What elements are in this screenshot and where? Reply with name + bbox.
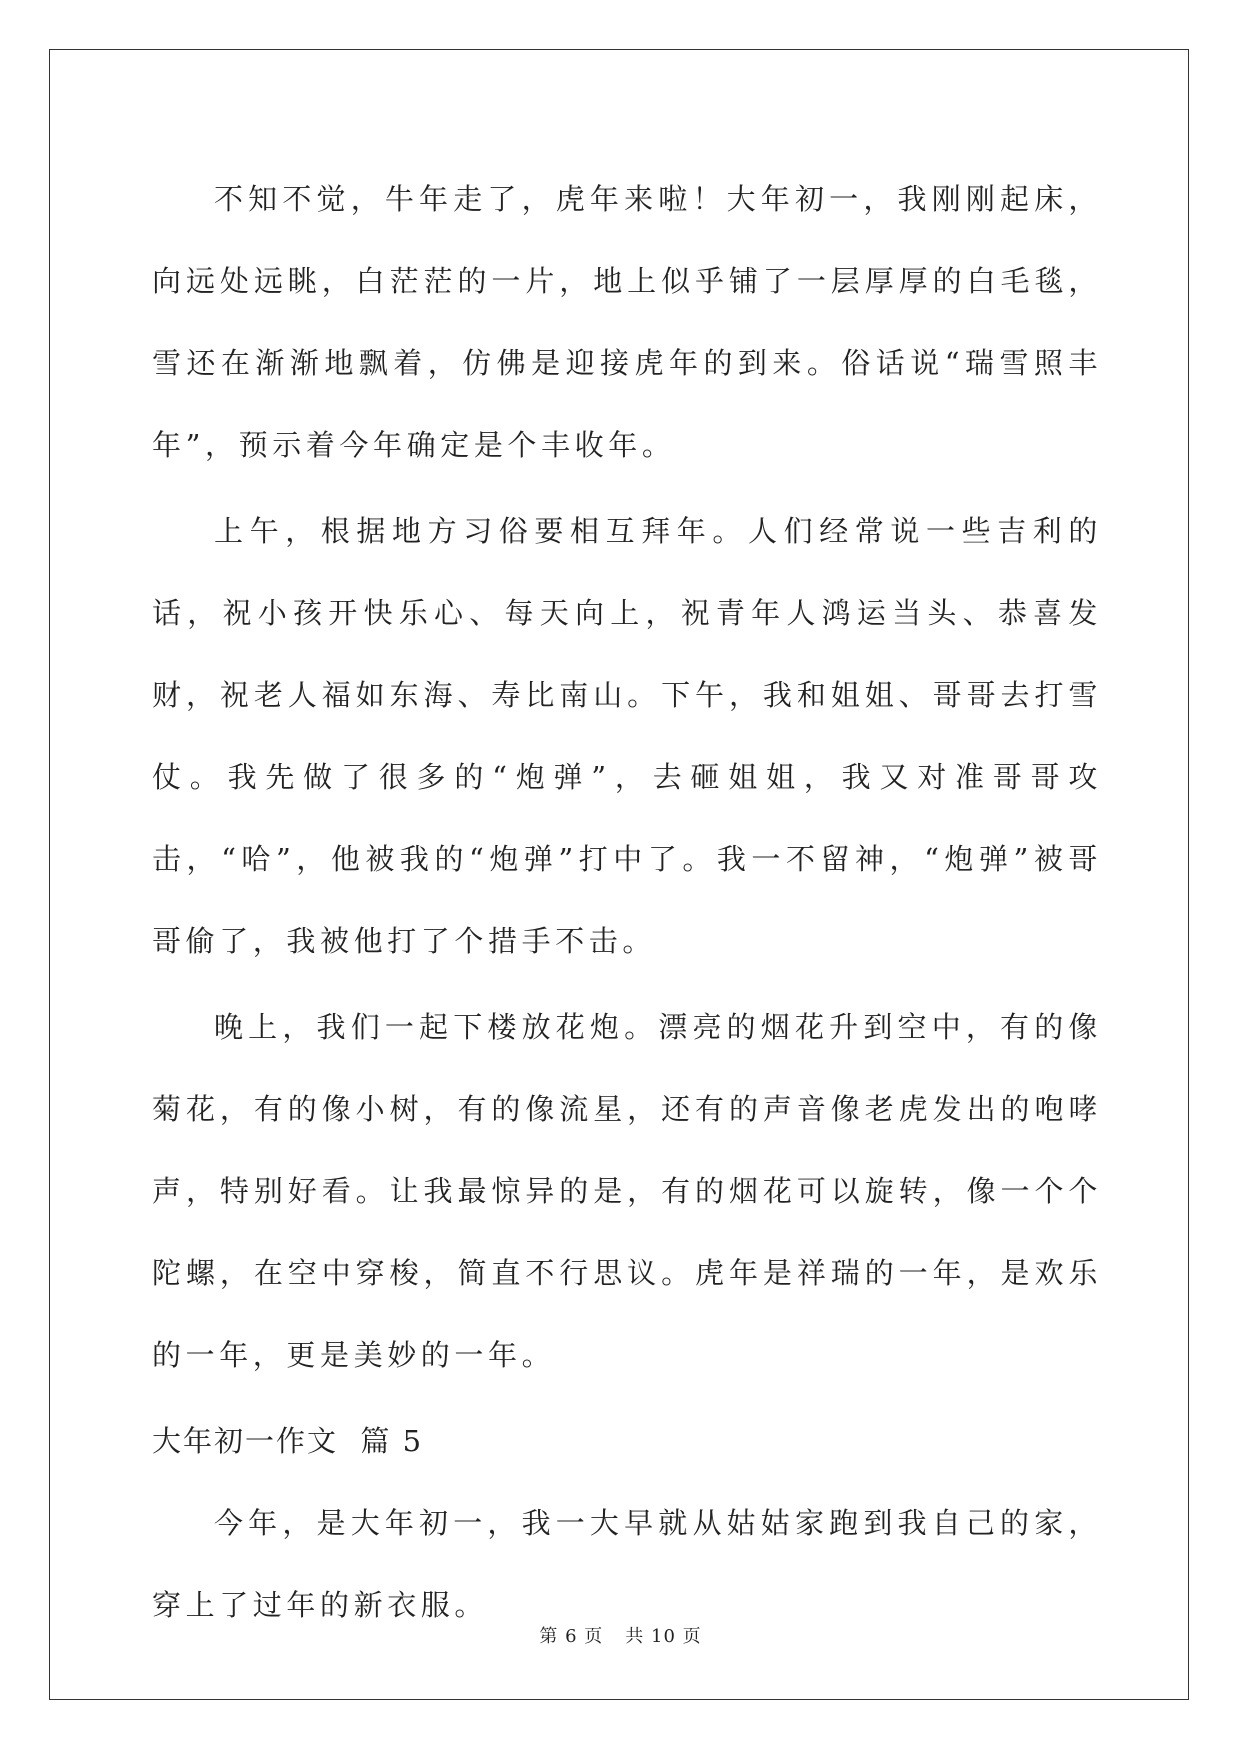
paragraph-2: 上午，根据地方习俗要相互拜年。人们经常说一些吉利的话，祝小孩开快乐心、每天向上，祝青年人鸿运当头、恭喜发财，祝老人福如东海、寿比南山。下午，我和姐姐、哥哥去打雪仗。我先做了很多的“炮弹”，去砸姐姐，我又对准哥哥攻击，“哈”，他被我的“炮弹”打中了。我一不留神，“炮弹”被哥哥偷了，我被他打了个措手不击。	[152, 514, 1102, 958]
section-heading: 大年初一作文 篇 5	[152, 1424, 424, 1458]
paragraph-1: 不知不觉，牛年走了，虎年来啦！大年初一，我刚刚起床，向远处远眺，白茫茫的一片，地上似乎铺了一层厚厚的白毛毯，雪还在渐渐地飘着，仿佛是迎接虎年的到来。俗话说“瑞雪照丰年”，预示着今年确定是个丰收年。	[152, 182, 1102, 462]
document-body	[152, 158, 1102, 1650]
paragraph-4: 今年，是大年初一，我一大早就从姑姑家跑到我自己的家，穿上了过年的新衣服。	[152, 1506, 1102, 1622]
page-number: 第 6 页	[539, 1626, 604, 1647]
page-total: 共 10 页	[625, 1626, 702, 1647]
page-footer	[0, 1622, 1241, 1648]
paragraph-3: 晚上，我们一起下楼放花炮。漂亮的烟花升到空中，有的像菊花，有的像小树，有的像流星，还有的声音像老虎发出的咆哮声，特别好看。让我最惊异的是，有的烟花可以旋转，像一个个陀螺，在空中穿梭，简直不行思议。虎年是祥瑞的一年，是欢乐的一年，更是美妙的一年。	[152, 1010, 1102, 1372]
